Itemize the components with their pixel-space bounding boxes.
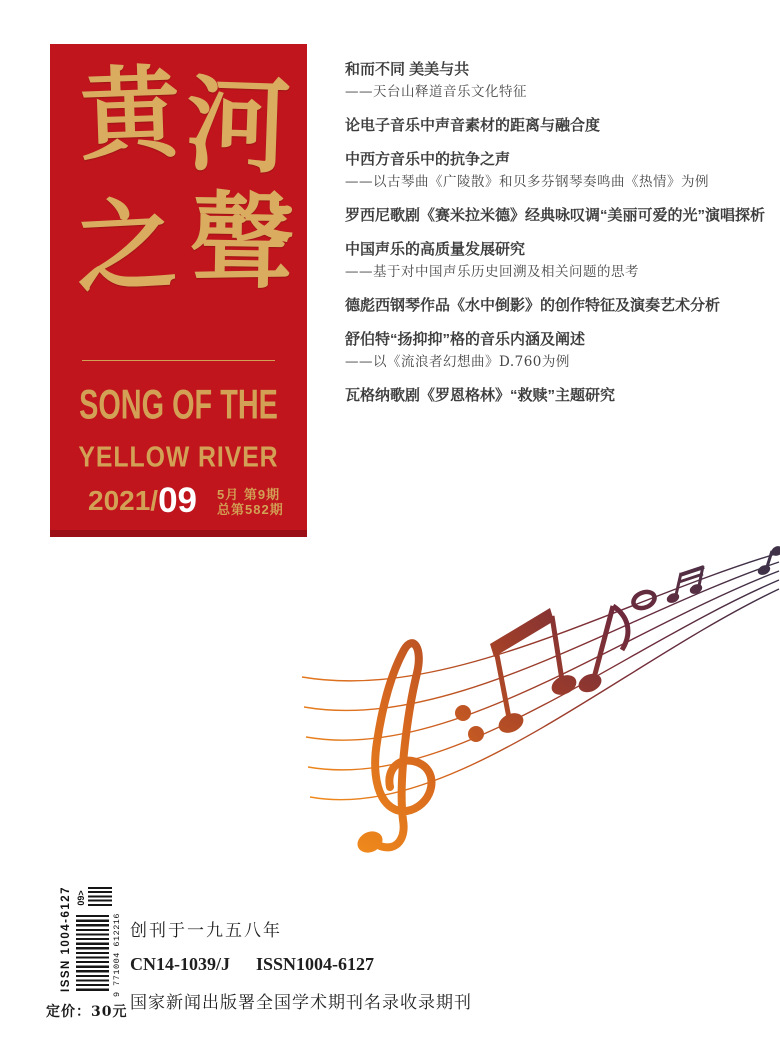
note-dot [455, 705, 471, 721]
issue-dates [217, 487, 284, 517]
toc-title: 瓦格纳歌剧《罗恩格林》“救赎”主题研究 [345, 387, 616, 404]
calligraphy-char-he: 河 [183, 62, 293, 189]
toc-title: 德彪西钢琴作品《水中倒影》的创作特征及演奏艺术分析 [345, 297, 721, 314]
eighth-note-icon [576, 606, 628, 696]
issue-number: 09 [158, 481, 198, 520]
toc-title: 论电子音乐中声音素材的距离与融合度 [345, 117, 601, 134]
toc-item [345, 59, 775, 102]
issue-month-line: 5月 第9期 [217, 487, 281, 502]
cn-issn-line [130, 954, 472, 975]
gold-divider-line [82, 360, 275, 361]
toc-item [345, 239, 775, 282]
half-note-icon [631, 589, 657, 611]
toc-title: 中西方音乐中的抗争之声 [345, 151, 511, 168]
toc-title: 舒伯特“扬抑抑”格的音乐内涵及阐述 [345, 331, 586, 348]
toc-subtitle: ——以《流浪者幻想曲》D.760为例 [345, 354, 570, 370]
barcode-icon [76, 915, 109, 993]
toc-item [345, 295, 775, 316]
issue-total-line: 总第582期 [217, 502, 284, 517]
toc-subtitle: ——基于对中国声乐历史回溯及相关问题的思考 [345, 264, 639, 280]
calligraphy-char-zhi: 之 [72, 184, 180, 308]
toc-subtitle: ——以古琴曲《广陵散》和贝多芬钢琴奏鸣曲《热情》为例 [345, 174, 709, 190]
toc-subtitle: ——天台山释道音乐文化特征 [345, 84, 527, 100]
english-title-line1: SONG OF THE [79, 381, 278, 428]
publication-info [130, 916, 472, 1026]
toc-item [345, 205, 775, 226]
toc-item [345, 115, 775, 136]
barcode-addon-bars [88, 887, 112, 908]
masthead-red-box [50, 44, 307, 537]
treble-clef-icon [354, 643, 431, 856]
toc-item [345, 329, 775, 372]
registry-line: 国家新闻出版署全国学术期刊名录收录期刊 [130, 993, 472, 1013]
note-dot [468, 726, 484, 742]
founded-line: 创刊于一九五八年 [130, 921, 282, 941]
calligraphy-char-sheng: 聲 [188, 179, 296, 304]
price-label: 定价：30元 [46, 1004, 128, 1020]
toc-item [345, 385, 775, 406]
issue-year: 2021/ [88, 485, 159, 516]
issn-vertical-label: ISSN 1004-6127 [60, 885, 72, 992]
toc-title: 中国声乐的高质量发展研究 [345, 241, 526, 258]
issn-number: ISSN1004-6127 [256, 954, 375, 974]
music-notes-illustration [300, 540, 780, 880]
english-title-line2: YELLOW RIVER [78, 441, 279, 473]
toc-title: 罗西尼歌剧《赛米拉米德》经典咏叹调“美丽可爱的光”演唱探析 [345, 207, 766, 224]
toc-item [345, 149, 775, 192]
barcode-number: 9 771004 612216 [112, 913, 122, 998]
issue-info-row [88, 481, 284, 520]
barcode-addon-text: 09> [76, 890, 86, 906]
table-of-contents [345, 59, 775, 419]
cn-number: CN14-1039/J [130, 954, 230, 974]
toc-title: 和而不同 美美与共 [345, 61, 470, 78]
calligraphy-char-huang: 黄 [77, 53, 183, 175]
